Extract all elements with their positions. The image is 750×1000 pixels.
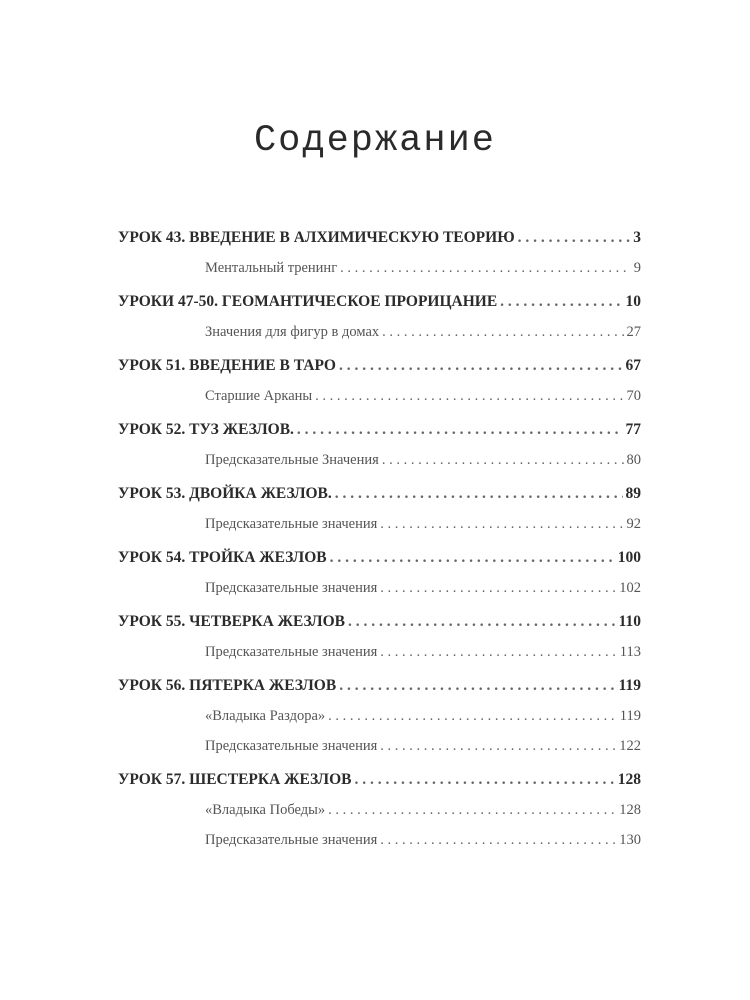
toc-entry-page-number: 67 [625, 357, 641, 374]
dot-leader [340, 256, 631, 280]
toc-entry-label: УРОК 52. ТУЗ ЖЕЗЛОВ. [118, 421, 294, 438]
dot-leader [380, 828, 616, 852]
toc-chapter-entry [118, 610, 641, 640]
toc-entry-label: УРОК 57. ШЕСТЕРКА ЖЕЗЛОВ [118, 771, 352, 788]
toc-entry-label: Ментальный тренинг [205, 260, 338, 276]
toc-section-entry [118, 576, 641, 606]
dot-leader [518, 226, 631, 250]
dot-leader [339, 674, 615, 698]
dot-leader [328, 704, 617, 728]
toc-entry-label: УРОК 54. ТРОЙКА ЖЕЗЛОВ [118, 549, 327, 566]
table-of-contents [118, 226, 641, 858]
toc-section-entry [118, 640, 641, 670]
toc-section-entry [118, 320, 641, 350]
dot-leader [380, 734, 616, 758]
page-title: Содержание [253, 120, 497, 162]
dot-leader [354, 768, 614, 792]
toc-chapter-entry [118, 768, 641, 798]
toc-section-entry [118, 512, 641, 542]
toc-entry-page-number: 89 [625, 485, 641, 502]
toc-entry-page-number: 122 [619, 738, 641, 754]
toc-entry-label: УРОК 56. ПЯТЕРКА ЖЕЗЛОВ [118, 677, 337, 694]
toc-entry-page-number: 119 [619, 708, 641, 724]
toc-entry-page-number: 130 [619, 832, 641, 848]
toc-chapter-entry [118, 546, 641, 576]
dot-leader [380, 512, 623, 536]
toc-entry-page-number: 92 [626, 516, 641, 532]
toc-entry-label: Предсказательные значения [205, 832, 378, 848]
toc-entry-label: УРОК 51. ВВЕДЕНИЕ В ТАРО [118, 357, 336, 374]
toc-section-entry [118, 256, 641, 286]
toc-entry-label: Предсказательные значения [205, 738, 378, 754]
toc-chapter-entry [118, 354, 641, 384]
toc-chapter-entry [118, 674, 641, 704]
dot-leader [500, 290, 622, 314]
toc-entry-label: «Владыка Победы» [205, 802, 326, 818]
toc-entry-label: УРОКИ 47-50. ГЕОМАНТИЧЕСКОЕ ПРОРИЦАНИЕ [118, 293, 498, 310]
dot-leader [297, 418, 623, 442]
toc-entry-label: Предсказательные значения [205, 580, 378, 596]
dot-leader [328, 798, 616, 822]
toc-entry-label: Предсказательные Значения [205, 452, 379, 468]
toc-entry-label: УРОК 43. ВВЕДЕНИЕ В АЛХИМИЧЕСКУЮ ТЕОРИЮ [118, 229, 515, 246]
dot-leader [315, 384, 623, 408]
toc-entry-page-number: 119 [618, 677, 641, 694]
toc-section-entry [118, 734, 641, 764]
toc-chapter-entry [118, 418, 641, 448]
toc-entry-page-number: 128 [617, 771, 641, 788]
toc-entry-page-number: 27 [626, 324, 641, 340]
toc-section-entry [118, 448, 641, 478]
toc-entry-label: УРОК 55. ЧЕТВЕРКА ЖЕЗЛОВ [118, 613, 345, 630]
toc-entry-page-number: 70 [626, 388, 641, 404]
dot-leader [380, 640, 617, 664]
toc-entry-page-number: 77 [625, 421, 641, 438]
toc-section-entry [118, 384, 641, 414]
toc-entry-page-number: 110 [618, 613, 641, 630]
dot-leader [348, 610, 616, 634]
toc-entry-page-number: 128 [619, 802, 641, 818]
toc-entry-page-number: 102 [619, 580, 641, 596]
toc-entry-page-number: 100 [617, 549, 641, 566]
toc-chapter-entry [118, 482, 641, 512]
toc-entry-label: Значения для фигур в домах [205, 324, 380, 340]
toc-entry-page-number: 10 [625, 293, 641, 310]
dot-leader [382, 448, 624, 472]
toc-chapter-entry [118, 290, 641, 320]
toc-entry-label: УРОК 53. ДВОЙКА ЖЕЗЛОВ. [118, 485, 332, 502]
toc-entry-page-number: 3 [633, 229, 641, 246]
toc-entry-label: Старшие Арканы [205, 388, 313, 404]
toc-section-entry [118, 798, 641, 828]
toc-entry-label: «Владыка Раздора» [205, 708, 326, 724]
toc-chapter-entry [118, 226, 641, 256]
toc-entry-label: Предсказательные значения [205, 516, 378, 532]
toc-entry-label: Предсказательные значения [205, 644, 378, 660]
dot-leader [380, 576, 616, 600]
dot-leader [330, 546, 615, 570]
toc-entry-page-number: 113 [619, 644, 641, 660]
toc-section-entry [118, 828, 641, 858]
dot-leader [382, 320, 623, 344]
toc-entry-page-number: 80 [626, 452, 641, 468]
toc-section-entry [118, 704, 641, 734]
dot-leader [339, 354, 623, 378]
dot-leader [335, 482, 623, 506]
toc-entry-page-number: 9 [633, 260, 641, 276]
